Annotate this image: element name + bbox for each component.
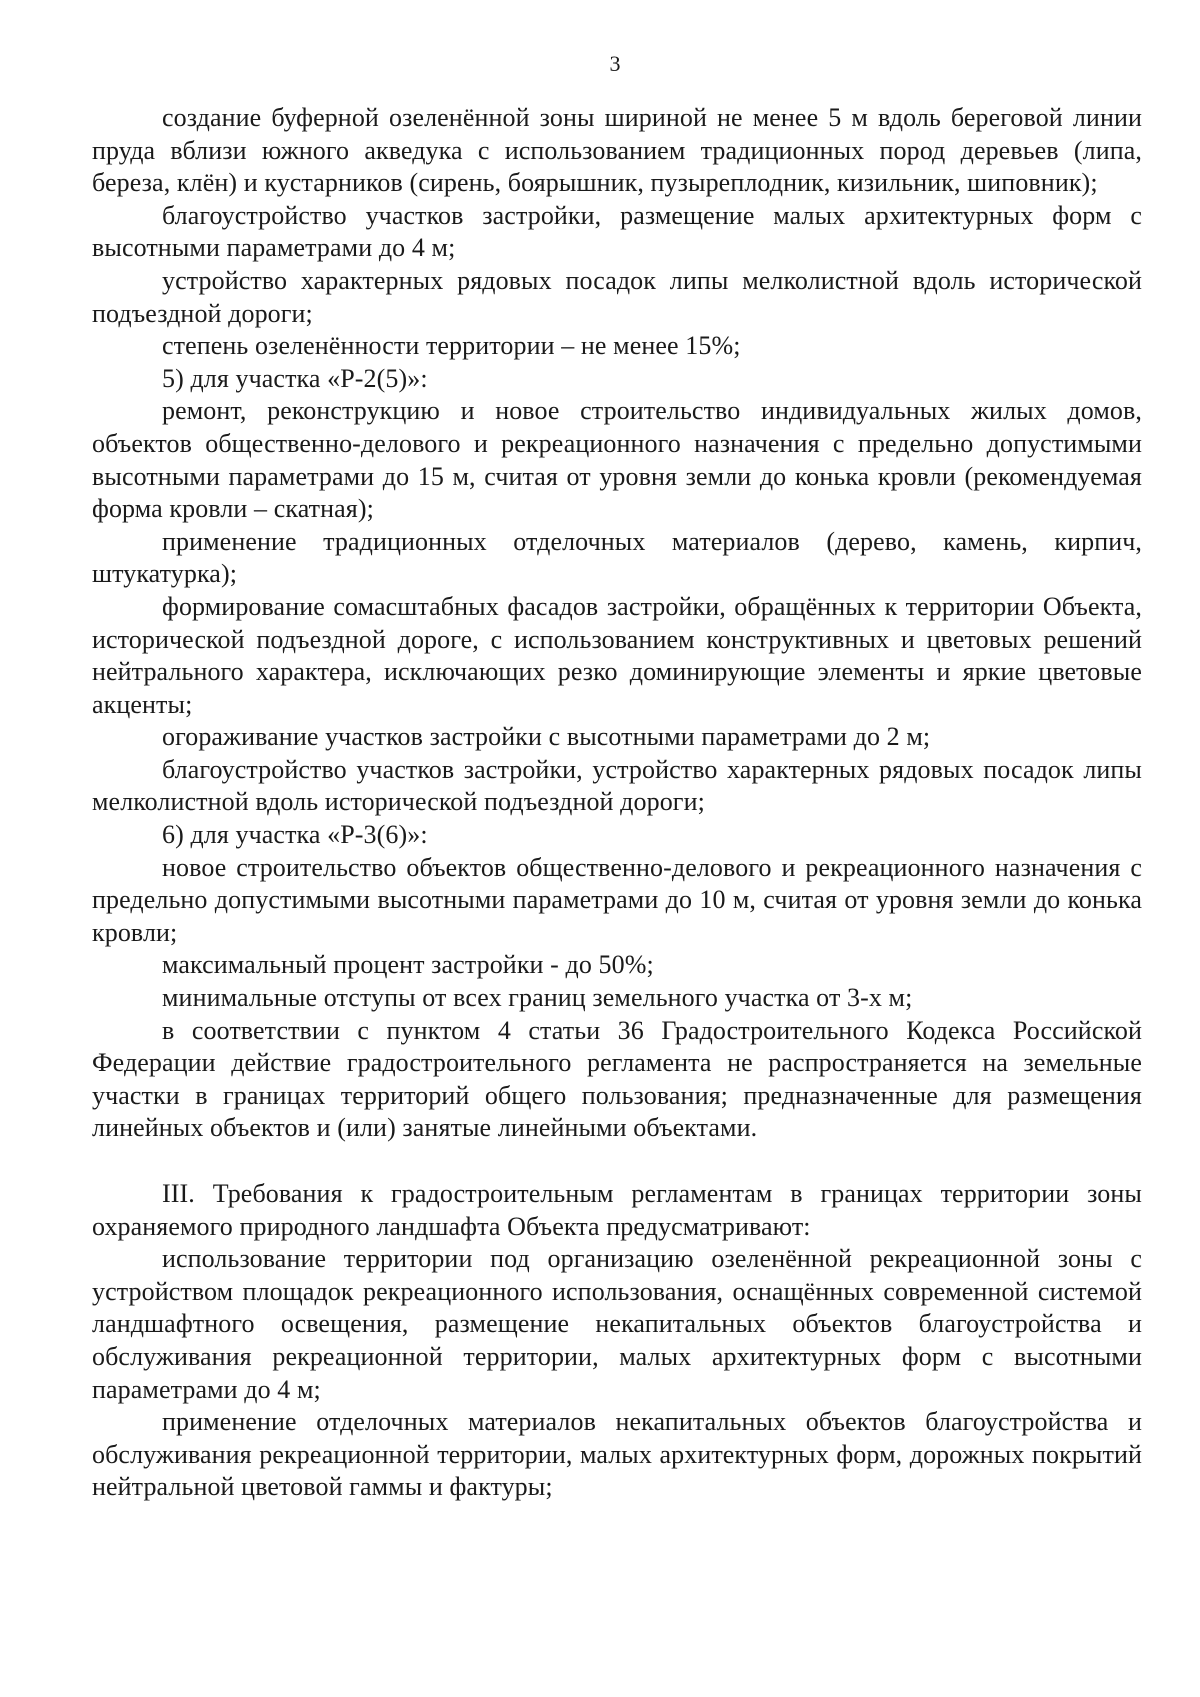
paragraph-section-r3-6: 6) для участка «Р-3(6)»:	[162, 820, 428, 850]
paragraph-buffer-zone: создание буферной озеленённой зоны шириной не менее 5 м вдоль береговой линии пруда вблизи южного акведука с использованием традиционных пород деревьев (липа, береза, клён) и кустарников (сирень, боярышник, пузыреплодник, кизильник, шиповник);	[92, 103, 1142, 198]
paragraph-finishing-materials: применение традиционных отделочных материалов (дерево, камень, кирпич, штукатурка);	[92, 526, 1142, 589]
paragraph-recreation-zone: использование территории под организацию озеленённой рекреационной зоны с устройством площадок рекреационного использования, оснащённых современной системой ландшафтного освещения, размещение некапитальных объектов благоустройства и обслуживания рекреационной территории, малых архитектурных форм с высотными параметрами до 4 м;	[92, 1244, 1142, 1404]
paragraph-min-setbacks: минимальные отступы от всех границ земельного участка от 3-х м;	[162, 983, 913, 1013]
paragraph-linden-plantings: устройство характерных рядовых посадок липы мелколистной вдоль исторической подъездной дороги;	[92, 265, 1142, 328]
paragraph-improvement-sites: благоустройство участков застройки, размещение малых архитектурных форм с высотными параметрами до 4 м;	[92, 200, 1142, 263]
paragraph-max-coverage: максимальный процент застройки - до 50%;	[162, 950, 654, 980]
paragraph-fencing: огораживание участков застройки с высотными параметрами до 2 м;	[162, 722, 931, 752]
paragraph-new-construction: новое строительство объектов общественно-делового и рекреационного назначения с предельно допустимыми высотными параметрами до 10 м, считая от уровня земли до конька кровли;	[92, 852, 1142, 947]
paragraph-greenery-degree: степень озеленённости территории – не менее 15%;	[162, 331, 741, 361]
paragraph-section-iii-heading: III. Требования к градостроительным регламентам в границах территории зоны охраняемого природного ландшафта Объекта предусматривают:	[92, 1179, 1142, 1241]
paragraph-improvement-linden: благоустройство участков застройки, устройство характерных рядовых посадок липы мелколистной вдоль исторической подъездной дороги;	[92, 754, 1142, 817]
paragraph-repair-construction: ремонт, реконструкцию и новое строительство индивидуальных жилых домов, объектов общественно-делового и рекреационного назначения с предельно допустимыми высотными параметрами до 15 м, считая от уровня земли до конька кровли (рекомендуемая форма кровли – скатная);	[92, 396, 1142, 524]
paragraph-neutral-materials: применение отделочных материалов некапитальных объектов благоустройства и обслуживания рекреационной территории, малых архитектурных форм, дорожных покрытий нейтральной цветовой гаммы и фактуры;	[92, 1407, 1142, 1502]
document-body	[92, 102, 1142, 1504]
paragraph-code-article-36: в соответствии с пунктом 4 статьи 36 Градостроительного Кодекса Российской Федерации действие градостроительного регламента не распространяется на земельные участки в границах территорий общего пользования; предназначенные для размещения линейных объектов и (или) занятые линейными объектами.	[92, 1015, 1142, 1143]
page-number: 3	[609, 51, 621, 76]
paragraph-section-r2-5: 5) для участка «Р-2(5)»:	[162, 363, 428, 393]
section-spacer	[92, 1145, 1142, 1178]
paragraph-facades: формирование сомасштабных фасадов застройки, обращённых к территории Объекта, исторической подъездной дороге, с использованием конструктивных и цветовых решений нейтрального характера, исключающих резко доминирующие элементы и яркие цветовые акценты;	[92, 591, 1142, 719]
